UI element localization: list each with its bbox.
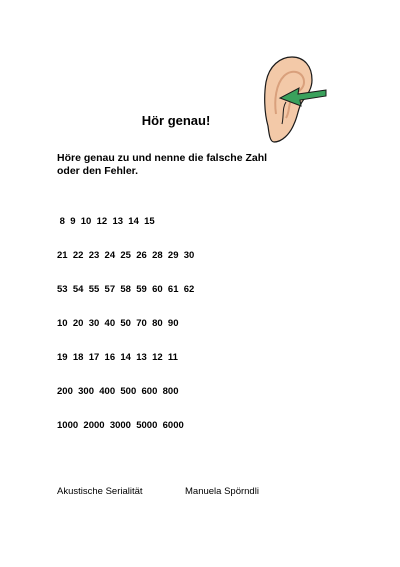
number-rows [57,216,357,454]
instruction-line: Höre genau zu und nenne die falsche Zahl [57,152,268,164]
number-row: 21 22 23 24 25 26 28 29 30 [57,250,195,261]
page-title: Hör genau! [141,113,211,128]
footer-title: Akustische Serialität [57,486,143,497]
number-row: 200 300 400 500 600 800 [57,386,179,397]
instruction-line: oder den Fehler. [57,165,139,177]
number-row: 1000 2000 3000 5000 6000 [57,420,184,431]
number-row: 8 9 10 12 13 14 15 [57,216,155,227]
instruction-text [57,152,297,178]
number-row: 19 18 17 16 14 13 12 11 [57,352,178,363]
number-row: 10 20 30 40 50 70 80 90 [57,318,179,329]
number-row: 53 54 55 57 58 59 60 61 62 [57,284,195,295]
ear-icon [262,54,328,144]
footer-author: Manuela Spörndli [185,486,259,497]
